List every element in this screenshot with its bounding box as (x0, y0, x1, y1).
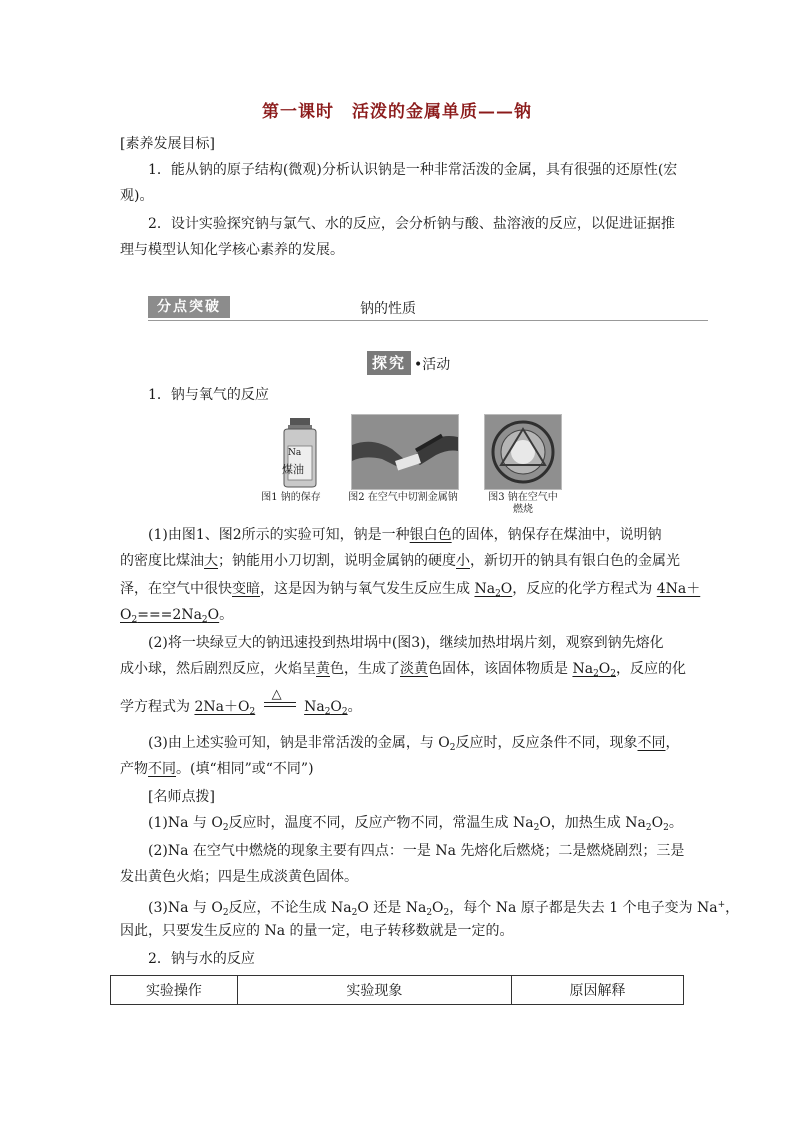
p1-line-1: (1)由图1、图2所示的实验可知，钠是一种银白色的固体，钠保存在煤油中，说明钠 (148, 527, 662, 543)
table-header-operation: 实验操作 (111, 976, 238, 1005)
p1-line-3: 泽，在空气中很快变暗，这是因为钠与氧气发生反应生成 $Na_2O$，反应的化学方程式为 4Na＋ (120, 581, 701, 599)
table-header-phenomenon: 实验现象 (237, 976, 511, 1005)
figure-1-caption: 图1 钠的保存 (261, 492, 321, 503)
p1-line-2: 的密度比煤油大；钠能用小刀切割，说明金属钠的硬度小，新切开的钠具有银白色的金属光 (120, 553, 680, 569)
tip-1: (1)Na 与 $O_2$反应时，温度不同，反应产物不同，常温生成 $Na_2O$，加热生成 $Na_2O_2$。 (148, 815, 683, 833)
figure-3-caption-line1: 图3 钠在空气中 (488, 492, 558, 503)
item2-heading: 2．钠与水的反应 (148, 951, 255, 967)
tips-heading: [名师点拨] (148, 789, 215, 805)
figure-3-caption-line2: 燃烧 (513, 504, 533, 515)
goal-line-2: 观)。 (120, 188, 154, 204)
tip-3-line-2: 因此，只要发生反应的 Na 的量一定，电子转移数就是一定的。 (120, 923, 514, 939)
p2-line-3: 学方程式为 $2Na+O_2$ △ $Na_2O_2$。 (120, 694, 680, 725)
p1-line-4: $O_2===2Na_2O$。 (120, 607, 234, 625)
table-header-explanation: 原因解释 (511, 976, 683, 1005)
p2-line-2: 成小球，然后剧烈反应，火焰呈黄色，生成了淡黄色固体，该固体物质是 $Na_2O_2$，反应的化 (120, 661, 687, 679)
tip-3-line-1: (3)Na 与 $O_2$反应，不论生成 $Na_2O$ 还是 $Na_2O_2$，每个 Na 原子都是失去 1 个电子变为 Na+， (148, 900, 740, 918)
heating-equals-sign: △ (260, 694, 300, 720)
figure-2-caption: 图2 在空气中切割金属钠 (348, 492, 458, 503)
goals-heading: [素养发展目标] (120, 136, 215, 152)
p2-line-1: (2)将一块绿豆大的钠迅速投到热坩埚中(图3)，继续加热坩埚片刻，观察到钠先熔化 (148, 635, 664, 651)
goal-line-3: 2．设计实验探究钠与氯气、水的反应，会分析钠与酸、盐溶液的反应，以促进证据推 (148, 216, 675, 232)
explore-activity-label: •活动 (414, 357, 451, 373)
page-title: 第一课时 活泼的金属单质——钠 (262, 102, 532, 122)
section-divider (148, 320, 708, 321)
tip-2-line-2: 发出黄色火焰；四是生成淡黄色固体。 (120, 869, 358, 885)
p3-line-2: 产物不同。(填“相同”或“不同”) (120, 761, 314, 777)
section-title: 钠的性质 (360, 301, 416, 317)
experiment-table (110, 975, 684, 1005)
section-badge: 分点突破 (148, 296, 230, 318)
p3-line-1: (3)由上述实验可知，钠是非常活泼的金属，与 $O_2$反应时，反应条件不同，现象不同， (148, 735, 680, 753)
figure-3-photo (484, 414, 562, 490)
goal-line-1: 1．能从钠的原子结构(微观)分析认识钠是一种非常活泼的金属，具有很强的还原性(宏 (148, 162, 678, 178)
figure-1-label-na: Na (288, 448, 302, 458)
goal-line-4: 理与模型认知化学核心素养的发展。 (120, 242, 344, 258)
item1-heading: 1．钠与氧气的反应 (148, 387, 269, 403)
table-header-row (111, 976, 684, 1005)
explore-badge: 探究 (367, 351, 411, 375)
figure-1-label-oil: 煤油 (282, 463, 304, 476)
tip-2-line-1: (2)Na 在空气中燃烧的现象主要有四点：一是 Na 先熔化后燃烧；二是燃烧剧烈；三是 (148, 843, 685, 859)
figure-2-photo (351, 414, 459, 490)
